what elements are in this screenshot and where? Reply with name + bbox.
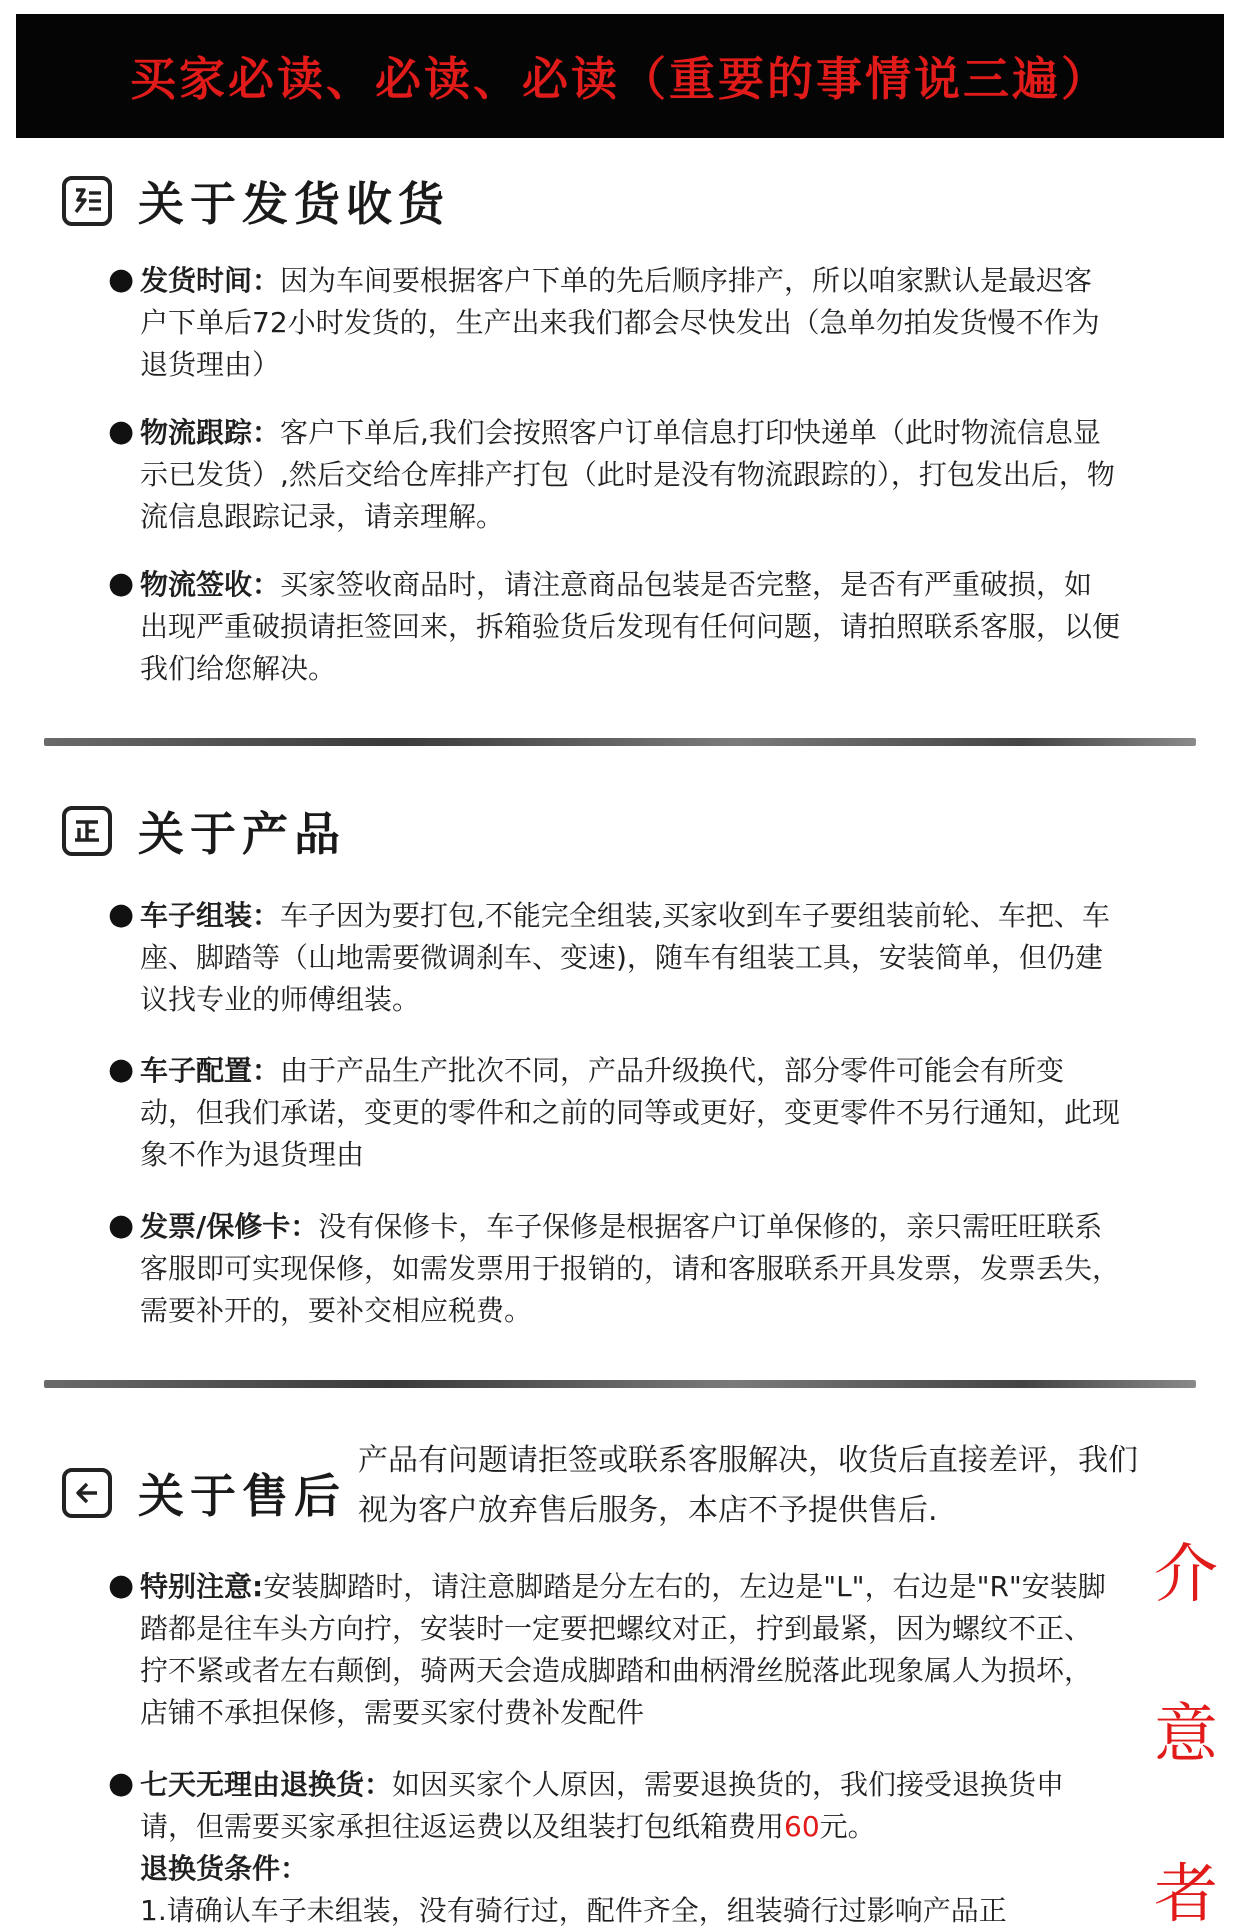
return-arrow-icon	[62, 1468, 112, 1518]
item-text-after: 元。	[819, 1810, 876, 1843]
item-lead: 特别注意:	[140, 1570, 264, 1603]
section-title-aftersale: 关于售后	[138, 1469, 346, 1523]
product-item-assembly	[108, 895, 1120, 1021]
aftersale-item-return	[108, 1764, 1108, 1932]
item-lead: 车子组装：	[140, 899, 281, 932]
shipping-item-tracking	[108, 412, 1120, 538]
item-lead: 七天无理由退换货：	[140, 1768, 393, 1801]
section-divider	[44, 738, 1196, 746]
section-title-product: 关于产品	[138, 807, 346, 861]
item-text: 安装脚踏时，请注意脚踏是分左右的，左边是"L"，右边是"R"安装脚踏都是往车头方向拧，安装时一定要把螺纹对正，拧到最紧，因为螺纹不正、拧不紧或者左右颠倒，骑两天会造成脚踏和曲柄滑丝脱落此现象属人为损坏，店铺不承担保修，需要买家付费补发配件	[140, 1570, 1106, 1729]
bullet-dot: ●	[108, 262, 135, 297]
return-conditions-label: 退换货条件：	[140, 1852, 309, 1885]
item-text: 买家签收商品时，请注意商品包装是否完整，是否有严重破损，如出现严重破损请拒签回来，拆箱验货后发现有任何问题，请拍照联系客服，以便我们给您解决。	[140, 568, 1121, 685]
item-text: 如因买家个人原因，需要退换货的，我们接受退换货申请，但需要买家承担往返运费以及组装打包纸箱费用	[140, 1768, 1065, 1843]
bullet-dot: ●	[108, 1052, 135, 1087]
bullet-dot: ●	[108, 414, 135, 449]
section-shipping-header	[62, 168, 450, 234]
section-product-header	[62, 798, 346, 864]
product-icon	[62, 806, 112, 856]
shipping-list-icon	[62, 176, 112, 226]
bullet-dot: ●	[108, 1766, 135, 1801]
product-item-config	[108, 1050, 1120, 1176]
top-banner	[16, 14, 1224, 138]
section-title-shipping: 关于发货收货	[138, 177, 450, 231]
section-aftersale-header	[62, 1460, 346, 1526]
side-word-2: 意	[1154, 1698, 1218, 1772]
bullet-dot: ●	[108, 1568, 135, 1603]
item-text: 客户下单后,我们会按照客户订单信息打印快递单（此时物流信息显示已发货）,然后交给仓库排产打包（此时是没有物流跟踪的），打包发出后，物流信息跟踪记录，请亲理解。	[140, 416, 1115, 533]
item-lead: 发票/保修卡：	[140, 1210, 319, 1243]
product-item-invoice	[108, 1206, 1120, 1332]
aftersale-note: 产品有问题请拒签或联系客服解决，收货后直接差评，我们视为客户放弃售后服务，本店不予提供售后.	[358, 1443, 1138, 1528]
aftersale-item-pedal	[108, 1566, 1108, 1734]
item-text: 车子因为要打包,不能完全组装,买家收到车子要组装前轮、车把、车座、脚踏等（山地需要微调刹车、变速)，随车有组装工具，安装简单，但仍建议找专业的师傅组装。	[140, 899, 1110, 1016]
bullet-dot: ●	[108, 897, 135, 932]
shipping-item-signing	[108, 564, 1120, 690]
item-text: 没有保修卡，车子保修是根据客户订单保修的，亲只需旺旺联系客服即可实现保修，如需发票用于报销的，请和客服联系开具发票，发票丢失，需要补开的，要补交相应税费。	[140, 1210, 1121, 1327]
section-divider	[44, 1380, 1196, 1388]
item-lead: 物流签收：	[140, 568, 281, 601]
side-word-3: 者	[1154, 1858, 1218, 1932]
return-fee-amount: 60	[784, 1810, 820, 1843]
item-text: 因为车间要根据客户下单的先后顺序排产，所以咱家默认是最迟客户下单后72小时发货的，生产出来我们都会尽快发出（急单勿拍发货慢不作为退货理由）	[140, 264, 1100, 381]
item-lead: 发货时间：	[140, 264, 281, 297]
return-condition-1: 1.请确认车子未组装，没有骑行过，配件齐全，组装骑行过影响产品正	[140, 1894, 1007, 1927]
item-text: 由于产品生产批次不同，产品升级换代，部分零件可能会有所变动，但我们承诺，变更的零件和之前的同等或更好，变更零件不另行通知，此现象不作为退货理由	[140, 1054, 1121, 1171]
item-lead: 车子配置：	[140, 1054, 281, 1087]
bullet-dot: ●	[108, 1208, 135, 1243]
banner-title: 买家必读、必读、必读（重要的事情说三遍）	[130, 52, 1110, 106]
shipping-item-time	[108, 260, 1120, 386]
item-lead: 物流跟踪：	[140, 416, 281, 449]
bullet-dot: ●	[108, 566, 135, 601]
side-word-1: 介	[1154, 1538, 1218, 1612]
